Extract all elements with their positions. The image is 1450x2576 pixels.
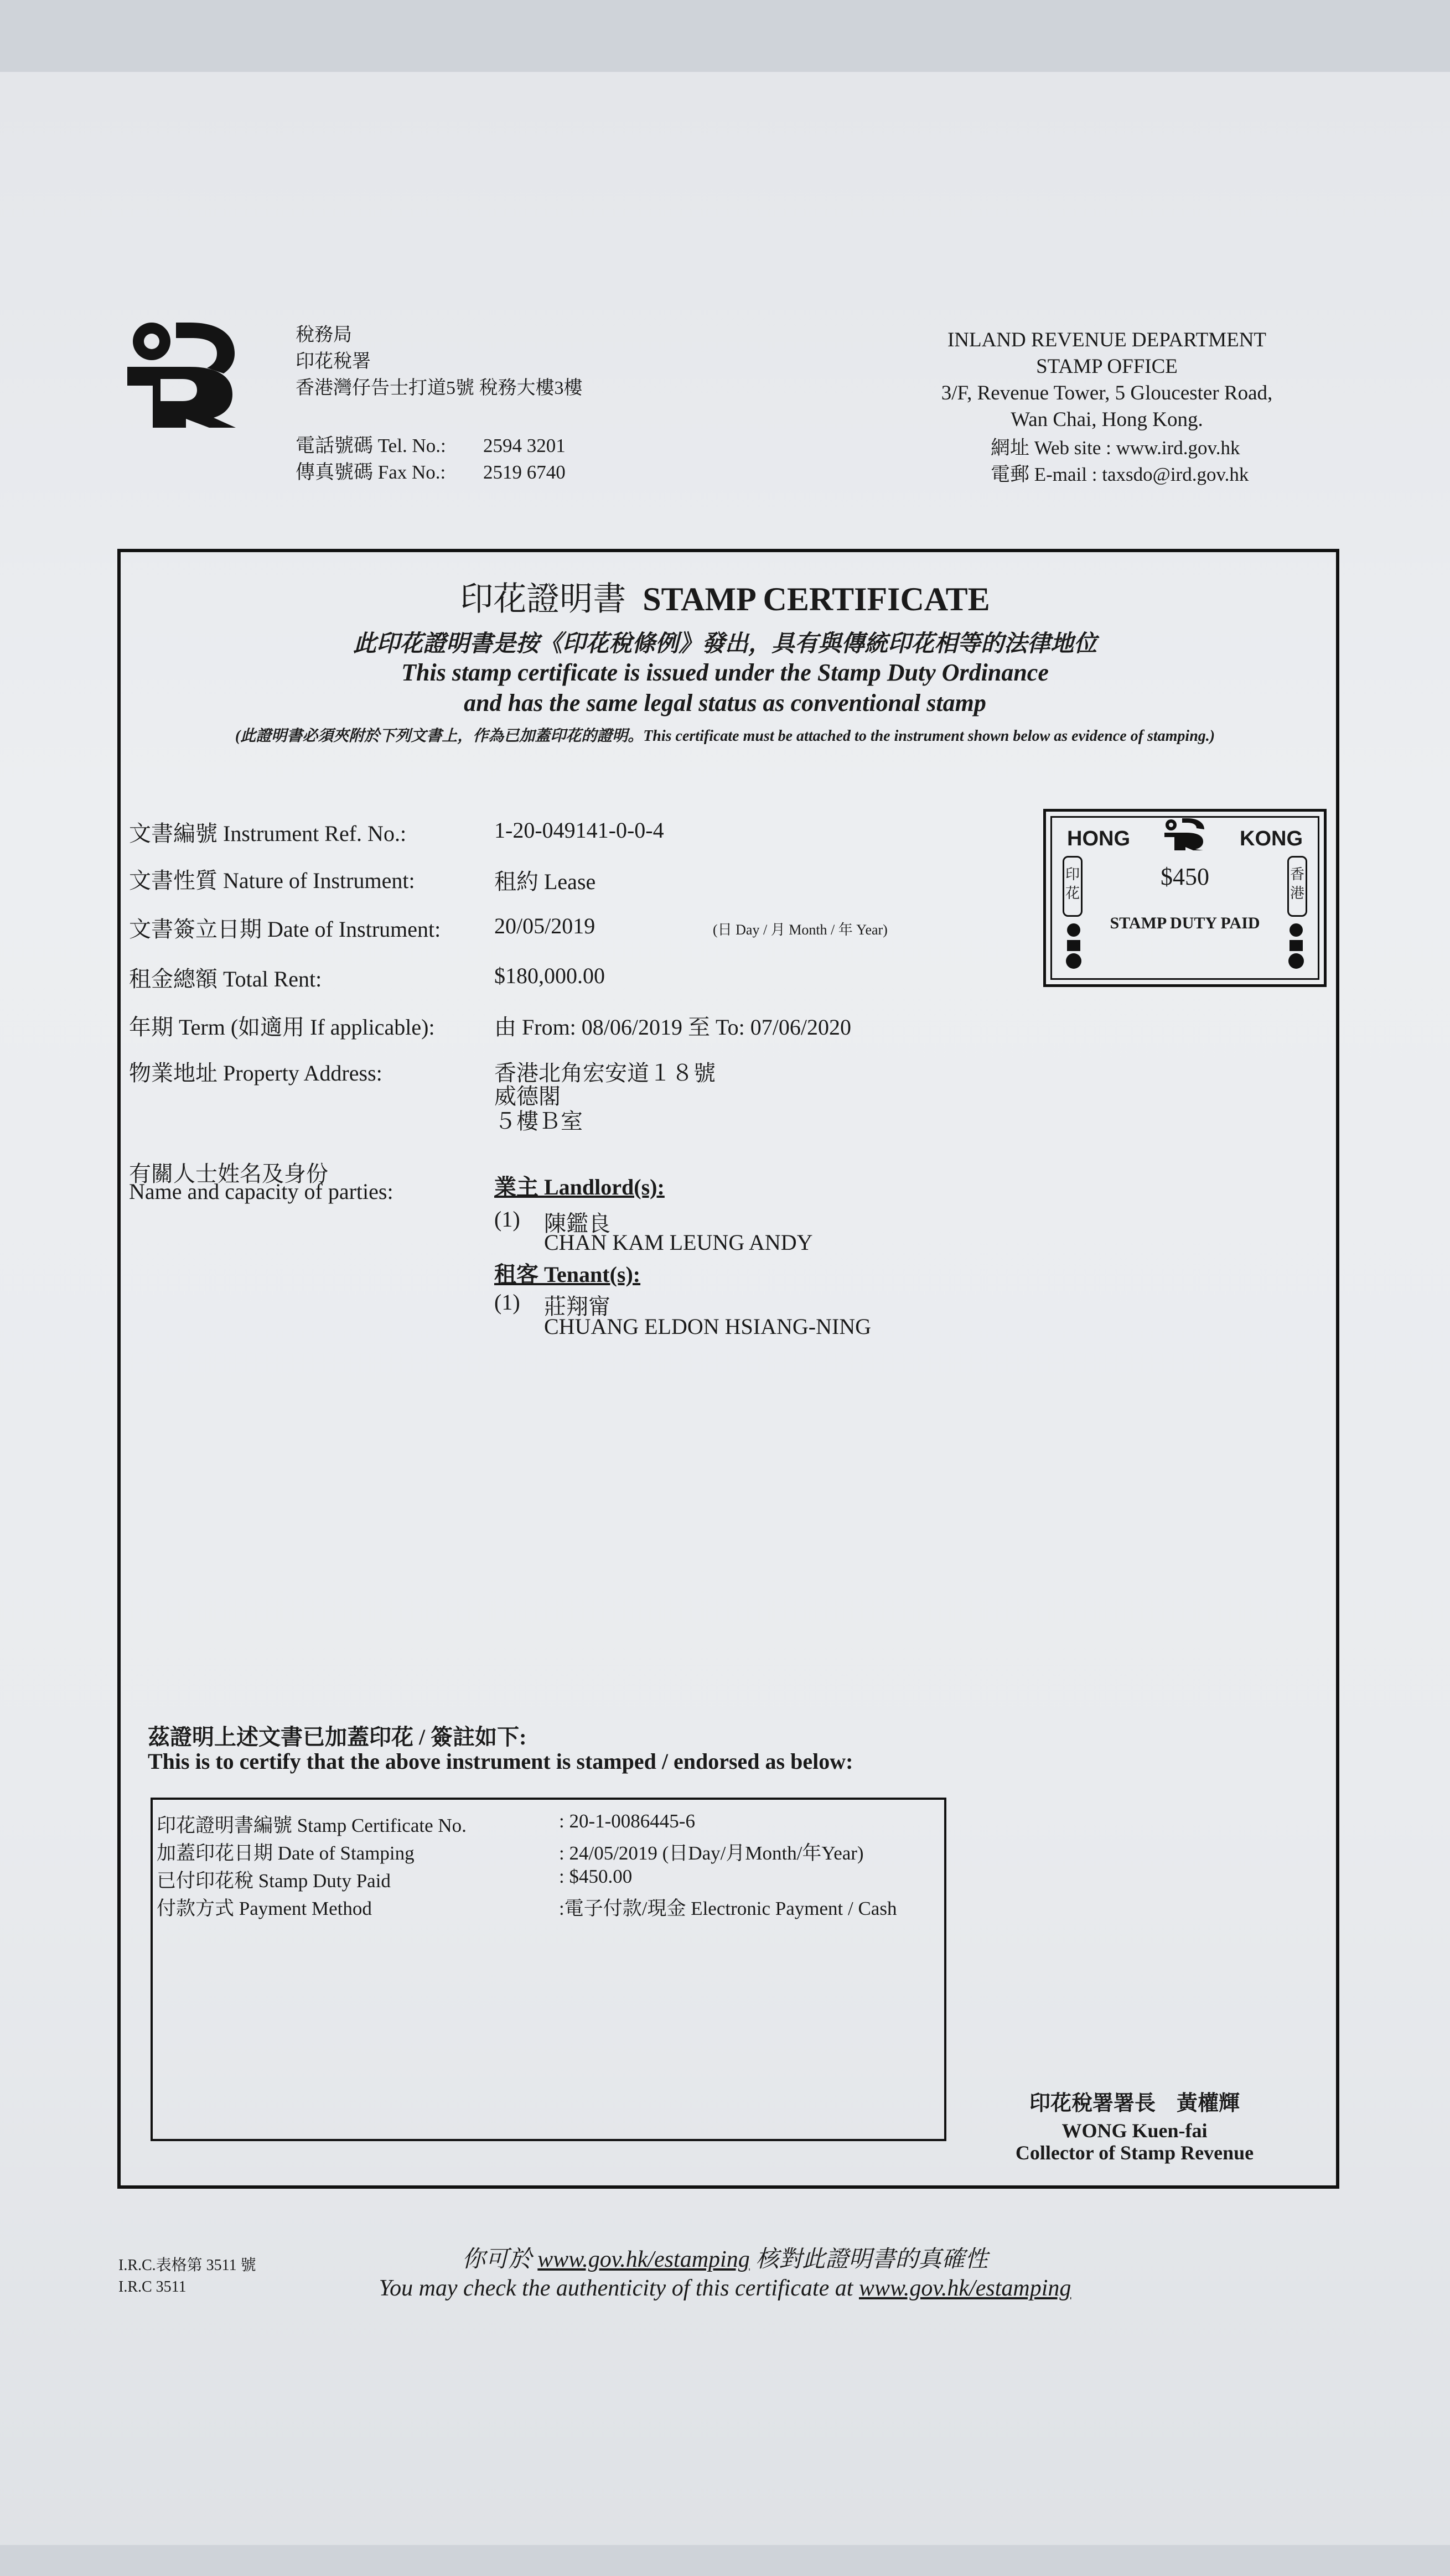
endorsement-row-label: 付款方式 Payment Method [157, 1898, 372, 1919]
landlord-name-en: CHAN KAM LEUNG ANDY [544, 1230, 813, 1255]
landlord-number: (1) [494, 1207, 520, 1232]
stamp-hong: HONG [1067, 827, 1130, 850]
address-line-1: 香港北角宏安道１８號 [494, 1061, 716, 1086]
email: 電郵 E-mail : taxsdo@ird.gov.hk [991, 464, 1249, 485]
tenant-number: (1) [494, 1290, 520, 1315]
endorsement-row-label: 已付印花稅 Stamp Duty Paid [157, 1870, 391, 1892]
endorsement-heading-en: This is to certify that the above instrument is stamped / endorsed as below: [148, 1749, 853, 1774]
header-en-line-3: 3/F, Revenue Tower, 5 Gloucester Road, [941, 382, 1273, 404]
form-number-en: I.R.C 3511 [118, 2278, 187, 2295]
authenticity-en-pre: You may check the authenticity of this certificate at [379, 2276, 853, 2301]
parties-label-en: Name and capacity of parties: [129, 1179, 393, 1204]
ref-value: 1-20-049141-0-0-4 [494, 818, 664, 843]
stamp-ird-logo-icon [1162, 817, 1206, 850]
stamp-side-left: 印花 [1063, 856, 1083, 917]
date-hint: (日 Day / 月 Month / 年 Year) [713, 922, 888, 938]
stamp-paid-text: STAMP DUTY PAID [1110, 914, 1260, 932]
header-zh-line-1: 稅務局 [296, 325, 352, 345]
tel-value: 2594 3201 [483, 435, 566, 456]
authenticity-zh [0, 2241, 1450, 2274]
tenant-name-zh: 莊翔甯 [544, 1294, 610, 1319]
stamp-side-right: 香港 [1287, 856, 1307, 917]
stamp-ornament-left-icon [1063, 922, 1085, 972]
ref-label: 文書編號 Instrument Ref. No.: [129, 821, 407, 846]
date-value: 20/05/2019 [494, 913, 595, 938]
endorsement-row-label: 加蓋印花日期 Date of Stamping [157, 1842, 415, 1864]
rent-label: 租金總額 Total Rent: [129, 967, 322, 991]
address-line-2: 威德閣 [494, 1084, 561, 1109]
term-label: 年期 Term (如適用 If applicable): [129, 1015, 435, 1040]
stamp-amount: $450 [1161, 863, 1209, 890]
signature-title-zh: 印花稅署署長 黃權輝 [1029, 2092, 1240, 2115]
header-zh-line-3: 香港灣仔告士打道5號 稅務大樓3樓 [296, 378, 583, 398]
stamp-duty-paid-stamp [1043, 809, 1327, 987]
attachment-note: (此證明書必須夾附於下列文書上，作為已加蓋印花的證明。This certificate must be attached to the instrument shown below as evidence of stamping.) [235, 728, 1215, 745]
stamp-ornament-right-icon [1285, 922, 1307, 972]
date-label: 文書簽立日期 Date of Instrument: [129, 917, 441, 942]
certificate-title [0, 573, 1450, 620]
rent-value: $180,000.00 [494, 963, 605, 988]
subtitle-en-1: This stamp certificate is issued under the Stamp Duty Ordinance [401, 659, 1049, 686]
ird-logo-icon [123, 318, 245, 429]
endorsement-row-value: : $450.00 [559, 1866, 633, 1887]
form-number-zh: I.R.C.表格第 3511 號 [118, 2257, 256, 2274]
term-value: 由 From: 08/06/2019 至 To: 07/06/2020 [494, 1015, 851, 1040]
signature-name-en: WONG Kuen-fai [1061, 2120, 1208, 2142]
fax-value: 2519 6740 [483, 461, 566, 483]
website: 網址 Web site : www.ird.gov.hk [991, 437, 1240, 459]
title-en: STAMP CERTIFICATE [643, 581, 990, 617]
endorsement-row-label: 印花證明書編號 Stamp Certificate No. [157, 1815, 467, 1836]
nature-value: 租約 Lease [494, 869, 596, 894]
authenticity-en [0, 2275, 1450, 2302]
fax-label: 傳真號碼 Fax No.: [296, 461, 446, 483]
landlord-heading: 業主 Landlord(s): [494, 1175, 665, 1199]
authenticity-zh-post: 核對此證明書的真確性 [755, 2247, 988, 2272]
signature-title-en: Collector of Stamp Revenue [1015, 2142, 1254, 2164]
address-line-3: ５樓Ｂ室 [494, 1109, 583, 1134]
title-zh: 印花證明書 [460, 581, 626, 617]
endorsement-row-value: : 20-1-0086445-6 [559, 1810, 695, 1832]
subtitle-zh: 此印花證明書是按《印花稅條例》發出，具有與傳統印花相等的法律地位 [353, 631, 1097, 657]
tel-label: 電話號碼 Tel. No.: [296, 435, 446, 456]
header-en-line-1: INLAND REVENUE DEPARTMENT [947, 329, 1267, 351]
endorsement-row-value: : 24/05/2019 (日Day/月Month/年Year) [559, 1842, 864, 1864]
header-en-line-2: STAMP OFFICE [1036, 355, 1178, 378]
tenant-heading: 租客 Tenant(s): [494, 1262, 641, 1287]
estamping-link[interactable]: www.gov.hk/estamping [537, 2247, 750, 2272]
authenticity-zh-pre: 你可於 [462, 2247, 532, 2272]
tenant-name-en: CHUANG ELDON HSIANG-NING [544, 1314, 872, 1339]
nature-label: 文書性質 Nature of Instrument: [129, 868, 415, 893]
endorsement-heading-zh: 茲證明上述文書已加蓋印花 / 簽註如下: [148, 1725, 527, 1749]
parties-label-zh: 有關人士姓名及身份 [129, 1161, 328, 1186]
landlord-name-zh: 陳鑑良 [544, 1211, 610, 1236]
address-label: 物業地址 Property Address: [129, 1061, 382, 1086]
endorsement-row-value: :電子付款/現金 Electronic Payment / Cash [559, 1898, 897, 1919]
subtitle-en-2: and has the same legal status as conventional stamp [464, 689, 986, 716]
stamp-kong: KONG [1240, 827, 1303, 850]
estamping-link-en[interactable]: www.gov.hk/estamping [858, 2276, 1071, 2301]
header-en-line-4: Wan Chai, Hong Kong. [1011, 408, 1203, 431]
header-zh-line-2: 印花稅署 [296, 351, 371, 372]
